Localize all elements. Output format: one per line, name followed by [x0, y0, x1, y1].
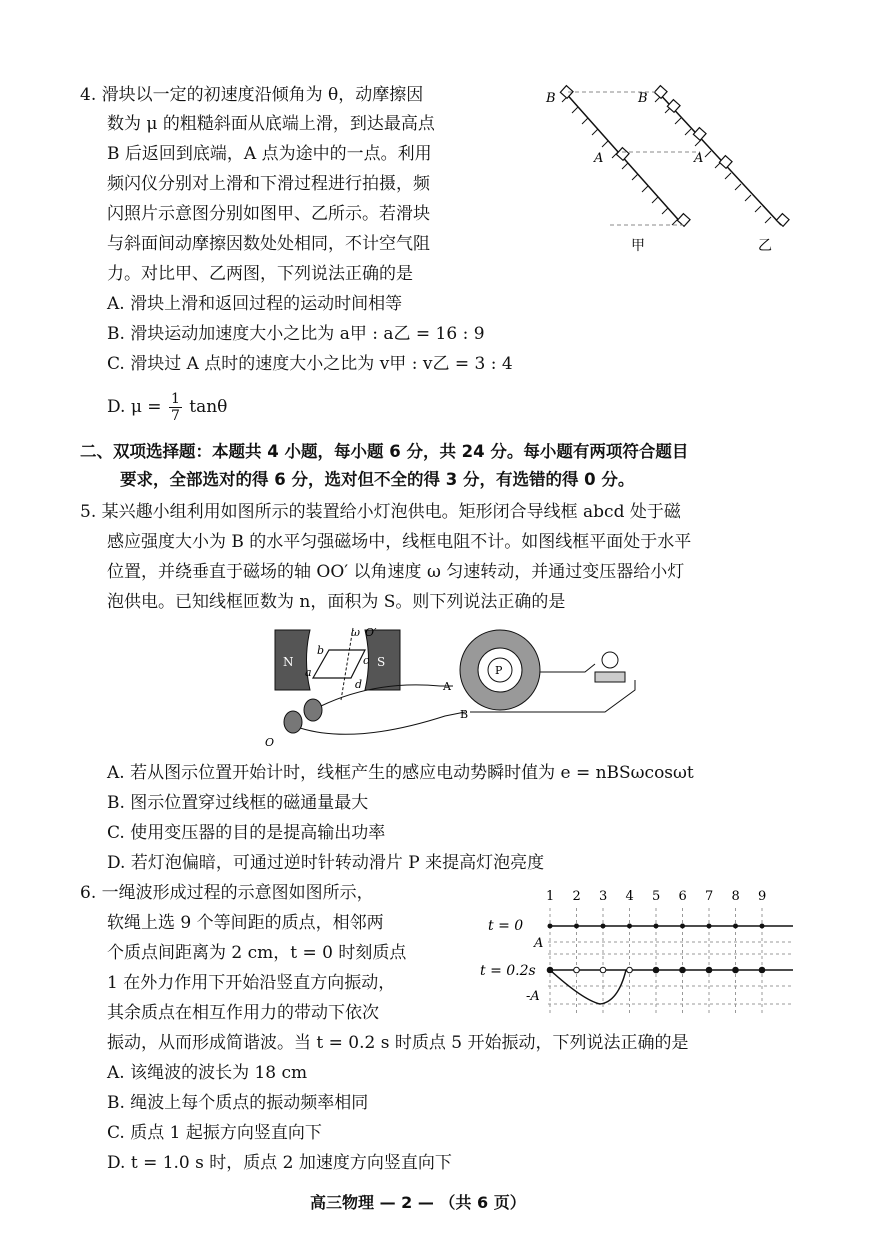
label-c-corner: c: [363, 654, 370, 667]
q4-option-b: B. 滑块运动加速度大小之比为 a甲 : a乙 = 16 : 9: [107, 324, 485, 344]
q6-line: 振动，从而形成简谐波。当 t = 0.2 s 时质点 5 开始振动，下列说法正确的是: [107, 1033, 689, 1053]
label-a-terminal: A: [443, 680, 451, 693]
q4-option-d-suffix: tanθ: [189, 397, 228, 417]
wave-curve: [550, 970, 626, 1004]
incline-left-hatch: [562, 96, 678, 225]
q4-line: 4. 滑块以一定的初速度沿倾角为 θ，动摩擦因: [80, 85, 424, 105]
q5-line: 位置，并绕垂直于磁场的轴 OO′ 以角速度 ω 匀速转动，并通过变压器给小灯: [107, 562, 685, 582]
caption-jia: 甲: [631, 238, 645, 254]
incline-figure: [538, 80, 798, 260]
fraction: [169, 391, 182, 424]
particle-number: 3: [599, 889, 608, 904]
particle-number: 7: [705, 889, 714, 904]
q6-option-d: D. t = 1.0 s 时，质点 2 加速度方向竖直向下: [107, 1153, 452, 1173]
q6-option-a: A. 该绳波的波长为 18 cm: [107, 1063, 308, 1083]
label-b-terminal: B: [460, 708, 469, 721]
fraction-numerator: 1: [170, 391, 180, 407]
q4-option-c: C. 滑块过 A 点时的速度大小之比为 v甲 : v乙 = 3 : 4: [107, 354, 513, 374]
label-amp: A: [534, 936, 544, 951]
generator-transformer-figure: [255, 620, 655, 750]
particle-numbers: [546, 889, 766, 904]
q4-line: 力。对比甲、乙两图，下列说法正确的是: [107, 264, 413, 284]
particle-dot: [759, 967, 765, 973]
label-b-left: B: [546, 91, 556, 106]
caption-yi: 乙: [758, 238, 772, 254]
wire: [540, 664, 595, 672]
guide-dashed-lines: [568, 92, 700, 225]
label-b-right: B: [638, 91, 648, 106]
particle-dot: [601, 924, 606, 929]
q6-line: 其余质点在相互作用力的带动下依次: [107, 1003, 379, 1023]
particle-dot: [680, 924, 685, 929]
particle-dot: [654, 924, 659, 929]
label-neg-amp: -A: [526, 989, 540, 1004]
q5-line: 感应强度大小为 B 的水平匀强磁场中，线框电阻不计。如图线框平面处于水平: [107, 532, 692, 552]
q4-line: 数为 μ 的粗糙斜面从底端上滑，到达最高点: [107, 114, 435, 134]
label-b-corner: b: [317, 644, 325, 657]
q4-line: 与斜面间动摩擦因数处处相同，不计空气阻: [107, 234, 430, 254]
q4-line: 闪照片示意图分别如图甲、乙所示。若滑块: [107, 204, 430, 224]
q5-option-b: B. 图示位置穿过线框的磁通量最大: [107, 793, 369, 813]
q4-line: B 后返回到底端，A 点为途中的一点。利用: [107, 144, 432, 164]
particle-dot: [548, 924, 553, 929]
particle-dot: [706, 967, 712, 973]
bulb-icon: [602, 652, 618, 668]
particle-dot: [574, 967, 580, 973]
particle-dot: [574, 924, 579, 929]
section-header: 二、双项选择题：本题共 4 小题，每小题 6 分，共 24 分。每小题有两项符合题目: [80, 442, 689, 461]
particle-dot: [707, 924, 712, 929]
particle-number: 2: [572, 889, 581, 904]
rope-wave-figure: [478, 880, 798, 1025]
label-a-left: A: [594, 151, 604, 166]
q5-line: 泡供电。已知线框匝数为 n，面积为 S。则下列说法正确的是: [107, 592, 566, 612]
slip-ring: [284, 711, 302, 733]
particle-dot: [627, 924, 632, 929]
particle-dot: [760, 924, 765, 929]
q6-option-b: B. 绳波上每个质点的振动频率相同: [107, 1093, 369, 1113]
particle-number: 5: [652, 889, 661, 904]
particle-dot: [733, 967, 739, 973]
fraction-denominator: 7: [170, 408, 180, 424]
q6-line: 1 在外力作用下开始沿竖直方向振动，: [107, 973, 396, 993]
wave-grid: [547, 908, 793, 1015]
slip-ring: [304, 699, 322, 721]
q6-line: 6. 一绳波形成过程的示意图如图所示，: [80, 883, 374, 903]
label-o-prime: O′: [365, 626, 377, 639]
label-a-right: A: [694, 151, 704, 166]
label-omega: ω: [351, 626, 360, 639]
q4-option-a: A. 滑块上滑和返回过程的运动时间相等: [107, 294, 403, 314]
particle-dot: [733, 924, 738, 929]
particle-number: 6: [678, 889, 687, 904]
q4-line: 频闪仪分别对上滑和下滑过程进行拍摄，频: [107, 174, 430, 194]
particle-dot: [680, 967, 686, 973]
particle-dot: [600, 967, 606, 973]
label-p: P: [495, 664, 503, 677]
incline-right-hatch: [655, 96, 771, 223]
particle-dot: [627, 967, 633, 973]
q6-option-c: C. 质点 1 起振方向竖直向下: [107, 1123, 322, 1143]
q5-option-d: D. 若灯泡偏暗，可通过逆时针转动滑片 P 来提高灯泡亮度: [107, 853, 545, 873]
label-o: O: [265, 736, 275, 749]
q5-option-c: C. 使用变压器的目的是提高输出功率: [107, 823, 386, 843]
section-header: 要求，全部选对的得 6 分，选对但不全的得 3 分，有选错的得 0 分。: [120, 470, 635, 489]
particle-number: 1: [546, 889, 555, 904]
particle-number: 9: [758, 889, 767, 904]
q5-option-a: A. 若从图示位置开始计时，线框产生的感应电动势瞬时值为 e = nBSωcosωt: [107, 763, 694, 783]
particle-dot: [653, 967, 659, 973]
particle-number: 8: [731, 889, 740, 904]
q6-line: 个质点间距离为 2 cm，t = 0 时刻质点: [107, 943, 407, 963]
q6-line: 软绳上选 9 个等间距的质点，相邻两: [107, 913, 384, 933]
magnet-n-label: N: [283, 655, 294, 669]
magnet-s-label: S: [377, 655, 386, 669]
incline-right-blocks: [654, 86, 789, 227]
label-d-corner: d: [355, 678, 363, 691]
particle-number: 4: [625, 889, 634, 904]
label-a-corner: a: [305, 666, 312, 679]
q5-line: 5. 某兴趣小组利用如图所示的装置给小灯泡供电。矩形闭合导线框 abcd 处于磁: [80, 502, 681, 522]
q4-option-d-prefix: D. μ =: [107, 397, 162, 417]
label-t02: t = 0.2s: [480, 963, 536, 979]
label-t0: t = 0: [488, 918, 524, 934]
bulb-base: [595, 672, 625, 682]
wire: [300, 712, 465, 734]
page-footer: 高三物理 — 2 — （共 6 页）: [310, 1193, 526, 1212]
q4-option-d: [107, 391, 227, 424]
